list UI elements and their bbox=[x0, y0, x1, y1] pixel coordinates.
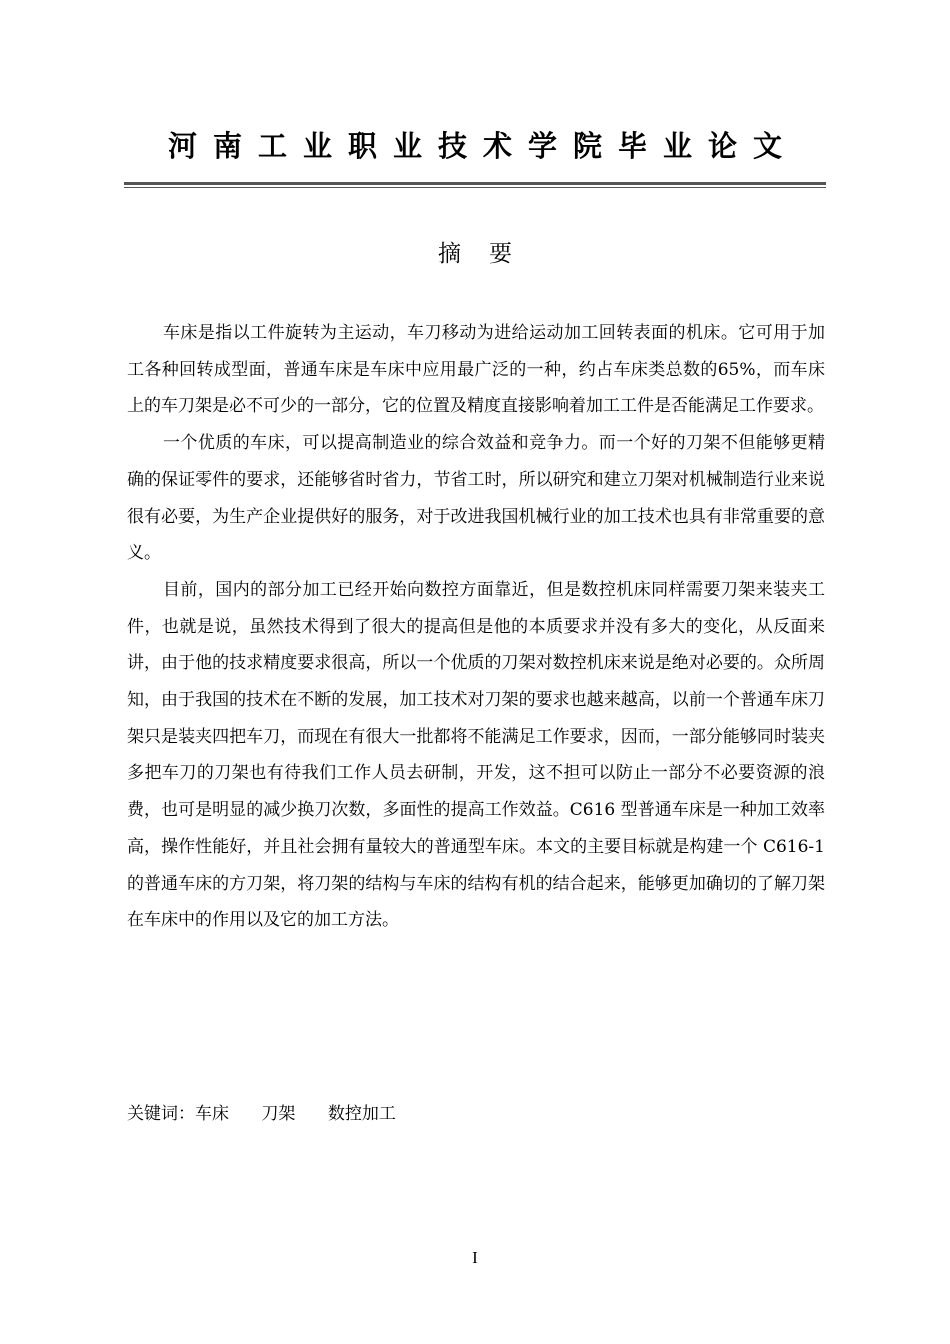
document-header-title: 河南工业职业技术学院毕业论文 bbox=[167, 129, 798, 163]
keyword-item: 刀架 bbox=[261, 1104, 296, 1124]
abstract-body bbox=[127, 315, 825, 939]
abstract-paragraph-3: 目前，国内的部分加工已经开始向数控方面靠近，但是数控机床同样需要刀架来装夹工件，也就是说，虽然技术得到了很大的提高但是他的本质要求并没有多大的变化，从反面来讲，由于他的技求精度要求很高，所以一个优质的刀架对数控机床来说是绝对必要的。众所周知，由于我国的技术在不断的发展，加工技术对刀架的要求也越来越高，以前一个普通车床刀架只是装夹四把车刀，而现在有很大一批都将不能满足工作要求，因而，一部分能够同时装夹多把车刀的刀架也有待我们工作人员去研制，开发，这不担可以防止一部分不必要资源的浪费，也可是明显的减少换刀次数，多面性的提高工作效益。C616 型普通车床是一种加工效率高，操作性能好，并且社会拥有量较大的普通型车床。本文的主要目标就是构建一个 C616-1 的普通车床的方刀架，将刀架的结构与车床的结构有机的结合起来，能够更加确切的了解刀架在车床中的作用以及它的加工方法。 bbox=[127, 579, 825, 931]
keyword-spacer bbox=[229, 1104, 261, 1124]
keyword-spacer bbox=[295, 1104, 327, 1124]
keyword-item: 数控加工 bbox=[327, 1104, 396, 1124]
keywords-line bbox=[127, 1100, 396, 1128]
abstract-paragraph-2: 一个优质的车床，可以提高制造业的综合效益和竞争力。而一个好的刀架不但能够更精确的保证零件的要求，还能够省时省力，节省工时，所以研究和建立刀架对机械制造行业来说很有必要，为生产企业提供好的服务，对于改进我国机械行业的加工技术也具有非常重要的意义。 bbox=[127, 433, 825, 564]
abstract-heading: 摘要 bbox=[438, 241, 540, 267]
header-double-rule bbox=[124, 182, 826, 188]
abstract-paragraph-1: 车床是指以工件旋转为主运动，车刀移动为进给运动加工回转表面的机床。它可用于加工各种回转成型面，普通车床是车床中应用最广泛的一种，约占车床类总数的65%，而车床上的车刀架是必不可少的一部分，它的位置及精度直接影响着加工工件是否能满足工作要求。 bbox=[127, 323, 825, 417]
page-number: I bbox=[472, 1248, 478, 1267]
keyword-item: 车床 bbox=[195, 1104, 229, 1124]
header-rule-thin-line bbox=[124, 187, 826, 188]
header-rule-thick-line bbox=[124, 182, 826, 185]
keywords-label: 关键词： bbox=[127, 1104, 195, 1124]
